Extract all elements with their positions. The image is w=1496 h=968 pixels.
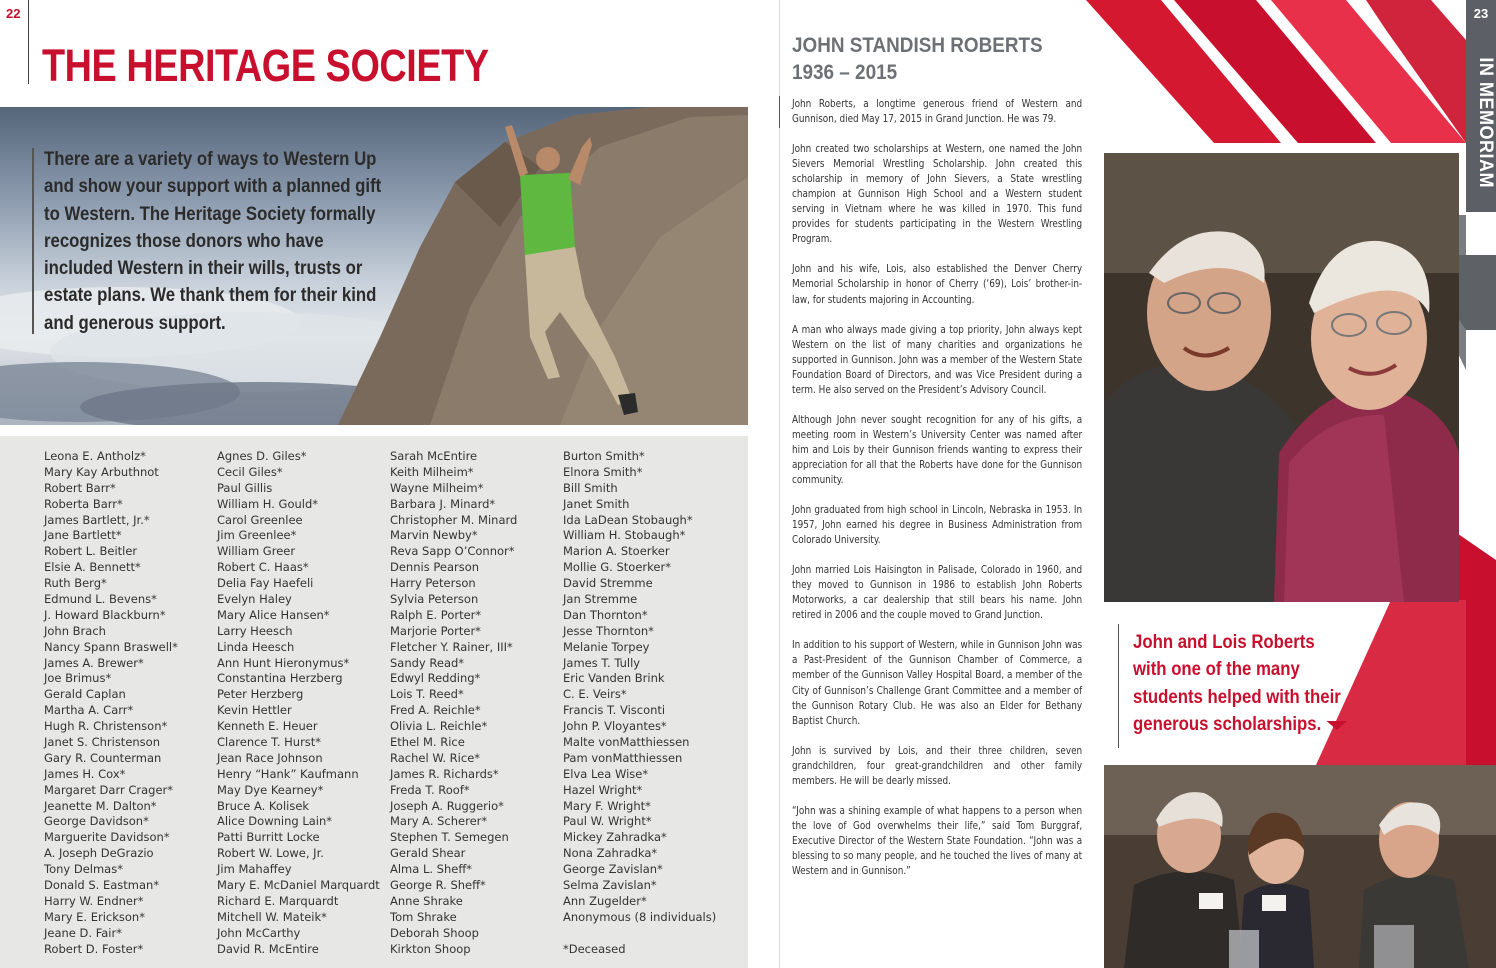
roberts-with-student-photo: [1104, 765, 1496, 968]
donor-name: Henry “Hank” Kaufmann: [217, 766, 359, 781]
donor-name: Mickey Zahradka*: [563, 830, 667, 845]
donor-name: May Dye Kearney*: [217, 782, 324, 797]
page-title: THE HERITAGE SOCIETY: [42, 40, 489, 91]
donor-name: Ann Zugelder*: [563, 893, 647, 908]
donor-name: Marguerite Davidson*: [44, 830, 170, 845]
donor-name: Linda Heesch: [217, 639, 295, 654]
donor-name: Barbara J. Minard*: [390, 496, 496, 511]
donor-name: Lois T. Reed*: [390, 687, 464, 702]
donor-name: James T. Tully: [563, 655, 641, 670]
donor-name: Jean Race Johnson: [217, 750, 323, 765]
donor-name: James R. Richards*: [390, 766, 499, 781]
donor-name: Martha A. Carr*: [44, 703, 134, 718]
donor-name: Eric Vanden Brink: [563, 671, 665, 686]
obituary-years: 1936 – 2015: [792, 61, 898, 84]
page-spine: [779, 0, 780, 968]
donor-name: George Zavislan*: [563, 862, 663, 877]
donor-name: Larry Heesch: [217, 623, 293, 638]
donor-name: Marion A. Stoerker: [563, 544, 670, 559]
obituary-paragraph: John Roberts, a longtime generous friend of Western and Gunnison, died May 17, 2015 in Grand Junction. He was 79.: [792, 98, 1083, 126]
donor-name: Selma Zavislan*: [563, 878, 657, 893]
donor-name: Peter Herzberg: [217, 687, 304, 702]
donor-name: Burton Smith*: [563, 449, 645, 463]
donor-name: Jeanette M. Dalton*: [44, 798, 157, 813]
donor-name: Sylvia Peterson: [390, 592, 479, 607]
donor-name: Janet S. Christenson: [44, 735, 160, 750]
donor-name: Robert W. Lowe, Jr.: [217, 846, 324, 861]
donor-name: Paul Gillis: [217, 480, 273, 495]
donor-name: Leona E. Antholz*: [44, 449, 146, 463]
donor-name: Mary Kay Arbuthnot: [44, 464, 159, 479]
donor-name: Gerald Caplan: [44, 687, 126, 702]
title-divider: [28, 0, 29, 84]
donor-name: Alma L. Sheff*: [390, 862, 473, 877]
donor-name: Roberta Barr*: [44, 496, 123, 511]
donor-name: Janet Smith: [563, 496, 630, 511]
donor-name: Melanie Torpey: [563, 639, 650, 654]
donor-name: Kirkton Shoop: [390, 941, 471, 956]
donor-name: Ann Hunt Hieronymus*: [217, 655, 350, 670]
donor-name: Elsie A. Bennett*: [44, 560, 141, 575]
donor-name: David Stremme: [563, 576, 653, 591]
donor-name: Margaret Darr Crager*: [44, 782, 174, 797]
donor-name: Marvin Newby*: [390, 528, 478, 543]
obituary-paragraph: Although John never sought recognition for any of his gifts, a meeting room in Western’s University Center was named after him and Lois by their Gunnison friends wanting to express their appreciation for all that the Roberts have done for the Gunnison community.: [792, 413, 1083, 486]
donor-name: Gary R. Counterman: [44, 750, 162, 765]
donor-name: Kevin Hettler: [217, 703, 292, 718]
donor-name: Edwyl Redding*: [390, 671, 481, 686]
obituary-paragraph: John and his wife, Lois, also established the Denver Cherry Memorial Scholarship in honor of Cherry (‘69), Lois’ brother-in-law, for students majoring in Accounting.: [792, 263, 1083, 306]
donor-name: Pam vonMatthiessen: [563, 750, 683, 765]
donor-name: Ralph E. Porter*: [390, 607, 482, 622]
donor-name: Malte vonMatthiessen: [563, 735, 690, 750]
photo-caption: [1133, 629, 1348, 739]
donor-name: Wayne Milheim*: [390, 480, 484, 495]
donor-name: Robert L. Beitler: [44, 544, 138, 559]
donor-name: Tony Delmas*: [44, 862, 123, 877]
intro-text: There are a variety of ways to Western Up and show your support with a planned gift to Western. The Heritage Society formally recognizes those donors who have included Western in their wills, trusts or estate plans. We thank them for their kind and generous support.: [44, 148, 382, 334]
deceased-note: *Deceased: [563, 941, 626, 956]
donor-name: Evelyn Haley: [217, 592, 292, 607]
donor-name: Gerald Shear: [390, 846, 466, 861]
donor-name: Nona Zahradka*: [563, 846, 658, 861]
donor-name: Stephen T. Semegen: [390, 830, 509, 845]
donor-name: Jan Stremme: [563, 592, 638, 607]
donor-name: Tom Shrake: [390, 909, 457, 924]
donor-name: Edmund L. Bevens*: [44, 592, 157, 607]
donor-name: Joseph A. Ruggerio*: [390, 798, 504, 813]
donor-name: Dan Thornton*: [563, 607, 648, 622]
caption-arrow-icon: [1326, 721, 1347, 730]
donor-name: Ida LaDean Stobaugh*: [563, 512, 693, 527]
donor-name: Mitchell W. Mateik*: [217, 909, 327, 924]
donor-name: Rachel W. Rice*: [390, 750, 481, 765]
donor-name: James H. Cox*: [44, 766, 126, 781]
donor-name: Jane Bartlett*: [44, 528, 122, 543]
obituary-body: [792, 97, 1082, 894]
donor-name: Elnora Smith*: [563, 464, 643, 479]
page-number-right: 23: [1473, 6, 1489, 21]
donor-name: Bill Smith: [563, 480, 618, 495]
donor-name: Freda T. Roof*: [390, 782, 470, 797]
donor-name: Robert Barr*: [44, 480, 116, 495]
donor-name: Kenneth E. Heuer: [217, 719, 318, 734]
donor-name: Jeane D. Fair*: [44, 925, 122, 940]
donor-name: David R. McEntire: [217, 941, 319, 956]
donor-name: Marjorie Porter*: [390, 623, 481, 638]
donor-name: C. E. Veirs*: [563, 687, 627, 702]
donor-name: Mary F. Wright*: [563, 798, 651, 813]
obituary-paragraph: “John was a shining example of what happens to a person when the love of God overwhelms their life,” said Tom Burggraf, Executive Director of the Western State Foundation. “John was a blessing to so many people, and he touched the lives of many at Western and in Gunnison.”: [792, 804, 1083, 877]
donor-column-4: [563, 449, 716, 958]
section-label: IN MEMORIAM: [1475, 57, 1496, 189]
donor-name: Jesse Thornton*: [563, 623, 654, 638]
page-number-left: 22: [6, 6, 21, 21]
donor-name: Robert C. Haas*: [217, 560, 309, 575]
donor-name: Carol Greenlee: [217, 512, 303, 527]
caption-divider: [1118, 624, 1119, 748]
donor-name: Mary Alice Hansen*: [217, 607, 330, 622]
donor-name: Christopher M. Minard: [390, 512, 518, 527]
obituary-divider: [779, 96, 780, 128]
donor-name: Clarence T. Hurst*: [217, 735, 322, 750]
donor-name: Fred A. Reichle*: [390, 703, 481, 718]
donor-name: James A. Brewer*: [44, 655, 144, 670]
obituary-paragraph: John is survived by Lois, and their three children, seven grandchildren, four great-grandchildren and other family members. He will be dearly missed.: [792, 744, 1083, 787]
donor-name: Jim Mahaffey: [217, 862, 292, 877]
donor-name: William H. Stobaugh*: [563, 528, 686, 543]
donor-name: Agnes D. Giles*: [217, 449, 307, 463]
donor-name: Delia Fay Haefeli: [217, 576, 314, 591]
donor-name: Constantina Herzberg: [217, 671, 343, 686]
donor-name: James Bartlett, Jr.*: [44, 512, 150, 527]
donor-column-2: [217, 449, 380, 958]
photo-caption-text: John and Lois Roberts with one of the many students helped with their generous scholarships.: [1133, 631, 1341, 736]
donor-name: Ruth Berg*: [44, 576, 107, 591]
donor-name: Paul W. Wright*: [563, 814, 652, 829]
donor-name: J. Howard Blackburn*: [44, 607, 166, 622]
donor-name: Reva Sapp O’Connor*: [390, 544, 515, 559]
donor-name: Sandy Read*: [390, 655, 465, 670]
donor-name: Bruce A. Kolisek: [217, 798, 310, 813]
donor-name: Cecil Giles*: [217, 464, 283, 479]
donor-name: Anonymous (8 individuals): [563, 909, 717, 924]
donor-name: Elva Lea Wise*: [563, 766, 649, 781]
donor-name: William Greer: [217, 544, 296, 559]
donor-name: Jim Greenlee*: [217, 528, 297, 543]
obituary-name: JOHN STANDISH ROBERTS: [792, 34, 1043, 57]
donor-column-1: [44, 449, 178, 958]
donor-name: Alice Downing Lain*: [217, 814, 333, 829]
roberts-couple-photo: [1104, 153, 1459, 602]
donor-name: George Davidson*: [44, 814, 149, 829]
donor-name: John McCarthy: [217, 925, 301, 940]
obituary-paragraph: A man who always made giving a top priority, John always kept Western on the list of many charities and organizations he supported in Gunnison. John was a member of the Western State Foundation Board of Directors, and was Vice President during a term. He also served on the President’s Advisory Council.: [792, 323, 1083, 396]
donor-name: Donald S. Eastman*: [44, 878, 160, 893]
donor-name: William H. Gould*: [217, 496, 319, 511]
donor-name: Mary E. Erickson*: [44, 909, 145, 924]
donor-name: A. Joseph DeGrazio: [44, 846, 154, 861]
donor-name: John P. Vloyantes*: [563, 719, 667, 734]
donor-name: Keith Milheim*: [390, 464, 474, 479]
obituary-paragraph: John created two scholarships at Western, one named the John Sievers Memorial Wrestling Scholarship. John created this scholarship in memory of John Sievers, a State wrestling champion at Gunnison High School and a Western student serving in Vietnam where he was killed in 1970. This fund provides for students participating in the Western Wrestling Program.: [792, 143, 1083, 246]
donor-name: Hazel Wright*: [563, 782, 643, 797]
donor-name: Joe Brimus*: [44, 671, 112, 686]
donor-name: Nancy Spann Braswell*: [44, 639, 178, 654]
donor-name: Mollie G. Stoerker*: [563, 560, 671, 575]
donor-name: [563, 926, 716, 942]
donor-name: Fletcher Y. Rainer, III*: [390, 639, 513, 654]
donor-name: Olivia L. Reichle*: [390, 719, 488, 734]
obituary-paragraph: John married Lois Haisington in Palisade, Colorado in 1960, and they moved to Gunnison in 1986 to establish John Roberts Motorworks, a car dealership that still bears his name. John retired in 2006 and the couple moved to Grand Junction.: [792, 564, 1083, 622]
donor-name: John Brach: [44, 623, 106, 638]
obituary-heading: [792, 32, 1043, 86]
donor-name: Dennis Pearson: [390, 560, 480, 575]
donor-name: Hugh R. Christenson*: [44, 719, 168, 734]
donor-name: Robert D. Foster*: [44, 941, 144, 956]
donor-name: Deborah Shoop: [390, 925, 479, 940]
donor-name: Harry W. Endner*: [44, 893, 144, 908]
donor-name: Sarah McEntire: [390, 449, 478, 463]
donor-name: Anne Shrake: [390, 893, 463, 908]
donor-name: George R. Sheff*: [390, 878, 486, 893]
donor-name: Richard E. Marquardt: [217, 893, 339, 908]
donor-name: Mary A. Scherer*: [390, 814, 488, 829]
intro-divider: [32, 148, 34, 334]
donor-name: Mary E. McDaniel Marquardt: [217, 878, 380, 893]
donor-name: Patti Burritt Locke: [217, 830, 320, 845]
donor-name: Harry Peterson: [390, 576, 476, 591]
donor-name: Ethel M. Rice: [390, 735, 465, 750]
donor-column-3: [390, 449, 517, 958]
obituary-paragraph: John graduated from high school in Lincoln, Nebraska in 1953. In 1957, John earned his degree in Business Administration from Colorado University.: [792, 504, 1083, 547]
donor-name: Francis T. Visconti: [563, 703, 666, 718]
obituary-paragraph: In addition to his support of Western, while in Gunnison John was a Past-President of the Gunnison Chamber of Commerce, a member of the Gunnison Valley Hospital Board, a member of the City of Gunnison’s Challenge Grant Committee and a member of the Gunnison Rotary Club. He was also an Elder for Bethany Baptist Church.: [792, 639, 1083, 727]
